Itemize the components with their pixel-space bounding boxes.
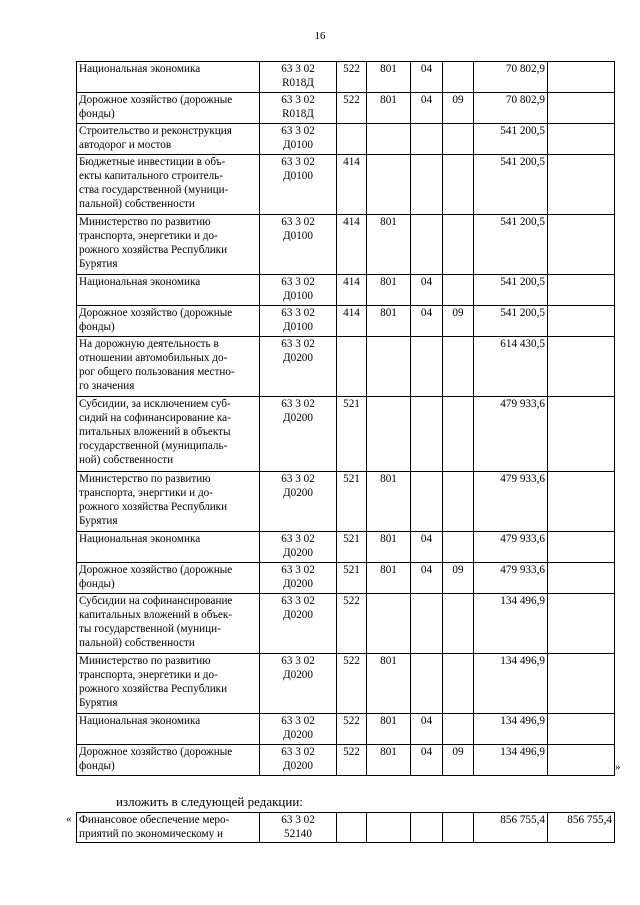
row-name: Дорожное хозяйство (дорожные фонды): [77, 93, 260, 124]
row-sum: 541 200,5: [474, 155, 548, 215]
row-rz: 04: [411, 714, 443, 745]
row-code: 63 3 02 Д0200: [260, 337, 337, 397]
row-pr: [443, 472, 474, 532]
table-row: [77, 397, 615, 472]
row-name: Дорожное хозяйство (дорожные фонды): [77, 306, 260, 337]
row-sum: 541 200,5: [474, 275, 548, 306]
row-sum: 134 496,9: [474, 654, 548, 714]
row-sum: 541 200,5: [474, 215, 548, 275]
closing-quote: »: [615, 761, 621, 773]
row-vr: 522: [337, 93, 367, 124]
row-grbs: 801: [367, 62, 411, 93]
row-vr: 522: [337, 745, 367, 776]
table-row: [77, 532, 615, 563]
row-pr: [443, 532, 474, 563]
row-name: Строительство и реконструкция автодорог и мостов: [77, 124, 260, 155]
row-pr: [443, 337, 474, 397]
row-sum: 479 933,6: [474, 532, 548, 563]
row-code: 63 3 02 52140: [260, 813, 337, 843]
table-row: [77, 337, 615, 397]
row-grbs: [367, 813, 411, 843]
row-vr: 521: [337, 563, 367, 594]
budget-table: [76, 61, 615, 776]
row-pr: [443, 155, 474, 215]
table-row: [77, 813, 615, 843]
row-rz: [411, 594, 443, 654]
intro-text: изложить в следующей редакции:: [116, 794, 303, 809]
row-sum2: 856 755,4: [548, 813, 615, 843]
row-rz: 04: [411, 532, 443, 563]
row-grbs: [367, 594, 411, 654]
row-sum2: [548, 472, 615, 532]
row-name: На дорожную деятельность в отношении автомобильных до- рог общего пользования местно- го значения: [77, 337, 260, 397]
row-pr: 09: [443, 93, 474, 124]
row-sum: 856 755,4: [474, 813, 548, 843]
table-row: [77, 563, 615, 594]
row-name: Министерство по развитию транспорта, энергетики и до- рожного хозяйства Республики Бурятия: [77, 654, 260, 714]
row-name: Бюджетные инвестиции в объ- екты капитального строитель- ства государственной (муници- пальной) собственности: [77, 155, 260, 215]
row-grbs: 801: [367, 714, 411, 745]
row-code: 63 3 02 Д0200: [260, 745, 337, 776]
row-vr: 522: [337, 714, 367, 745]
page-number: 16: [314, 30, 326, 42]
row-name: Национальная экономика: [77, 532, 260, 563]
row-rz: 04: [411, 745, 443, 776]
table-row: [77, 93, 615, 124]
row-sum: 479 933,6: [474, 472, 548, 532]
row-name: Национальная экономика: [77, 714, 260, 745]
row-vr: 522: [337, 654, 367, 714]
row-sum: 479 933,6: [474, 563, 548, 594]
row-code: 63 3 02 Д0100: [260, 155, 337, 215]
row-grbs: 801: [367, 275, 411, 306]
row-vr: [337, 813, 367, 843]
row-sum2: [548, 62, 615, 93]
row-sum2: [548, 654, 615, 714]
row-sum: 541 200,5: [474, 124, 548, 155]
row-code: 63 3 02 Д0100: [260, 275, 337, 306]
row-pr: [443, 62, 474, 93]
row-pr: [443, 594, 474, 654]
row-code: 63 3 02 Д0200: [260, 594, 337, 654]
table-row: [77, 745, 615, 776]
row-grbs: 801: [367, 654, 411, 714]
table-row: [77, 472, 615, 532]
table-row: [77, 714, 615, 745]
row-pr: [443, 654, 474, 714]
row-vr: 522: [337, 594, 367, 654]
row-sum: 541 200,5: [474, 306, 548, 337]
row-grbs: 801: [367, 745, 411, 776]
table-row: [77, 62, 615, 93]
row-rz: [411, 155, 443, 215]
row-sum2: [548, 563, 615, 594]
row-pr: [443, 813, 474, 843]
table-row: [77, 215, 615, 275]
row-name: Дорожное хозяйство (дорожные фонды): [77, 563, 260, 594]
row-sum2: [548, 124, 615, 155]
row-vr: 521: [337, 472, 367, 532]
row-vr: [337, 337, 367, 397]
row-code: 63 3 02 R018Д: [260, 93, 337, 124]
row-rz: [411, 397, 443, 472]
row-pr: [443, 397, 474, 472]
row-pr: [443, 714, 474, 745]
row-grbs: 801: [367, 215, 411, 275]
row-vr: 414: [337, 215, 367, 275]
row-grbs: [367, 397, 411, 472]
row-sum: 134 496,9: [474, 745, 548, 776]
row-name: Субсидии, за исключением суб- сидий на софинансирование ка- питальных вложений в объекты государственной (муниципаль- ной) собственности: [77, 397, 260, 472]
row-vr: [337, 124, 367, 155]
row-sum: 614 430,5: [474, 337, 548, 397]
row-sum: 134 496,9: [474, 594, 548, 654]
row-code: 63 3 02 Д0200: [260, 397, 337, 472]
row-vr: 521: [337, 397, 367, 472]
row-code: 63 3 02 Д0100: [260, 306, 337, 337]
row-name: Национальная экономика: [77, 62, 260, 93]
row-pr: [443, 124, 474, 155]
row-pr: [443, 215, 474, 275]
row-sum2: [548, 215, 615, 275]
row-code: 63 3 02 Д0100: [260, 124, 337, 155]
row-sum: 70 802,9: [474, 62, 548, 93]
row-sum2: [548, 745, 615, 776]
row-rz: [411, 813, 443, 843]
table-row: [77, 155, 615, 215]
row-name: Министерство по развитию транспорта, энергетики и до- рожного хозяйства Республики Бурятия: [77, 215, 260, 275]
table-row: [77, 594, 615, 654]
row-name: Субсидии на софинансирование капитальных вложений в объек- ты государственной (муници- пальной) собственности: [77, 594, 260, 654]
row-sum2: [548, 397, 615, 472]
row-rz: [411, 472, 443, 532]
row-vr: 414: [337, 275, 367, 306]
row-code: 63 3 02 Д0100: [260, 215, 337, 275]
table-row: [77, 654, 615, 714]
row-pr: 09: [443, 563, 474, 594]
row-rz: 04: [411, 275, 443, 306]
row-name: Финансовое обеспечение меро- приятий по экономическому и: [77, 813, 260, 843]
row-grbs: 801: [367, 532, 411, 563]
row-grbs: [367, 337, 411, 397]
row-rz: 04: [411, 563, 443, 594]
table-row: [77, 124, 615, 155]
row-sum: 134 496,9: [474, 714, 548, 745]
row-rz: [411, 337, 443, 397]
row-vr: 522: [337, 62, 367, 93]
row-rz: 04: [411, 93, 443, 124]
row-code: 63 3 02 Д0200: [260, 714, 337, 745]
row-grbs: 801: [367, 93, 411, 124]
row-code: 63 3 02 Д0200: [260, 563, 337, 594]
row-vr: 414: [337, 306, 367, 337]
row-code: 63 3 02 R018Д: [260, 62, 337, 93]
table-row: [77, 275, 615, 306]
row-sum2: [548, 275, 615, 306]
row-grbs: [367, 124, 411, 155]
row-grbs: 801: [367, 563, 411, 594]
row-sum: 70 802,9: [474, 93, 548, 124]
row-sum2: [548, 714, 615, 745]
row-sum2: [548, 594, 615, 654]
row-code: 63 3 02 Д0200: [260, 472, 337, 532]
row-name: Национальная экономика: [77, 275, 260, 306]
row-rz: 04: [411, 306, 443, 337]
row-vr: 521: [337, 532, 367, 563]
row-sum2: [548, 306, 615, 337]
table-row: [77, 306, 615, 337]
row-rz: [411, 654, 443, 714]
row-name: Дорожное хозяйство (дорожные фонды): [77, 745, 260, 776]
row-grbs: 801: [367, 472, 411, 532]
new-edition-table: [76, 812, 615, 843]
row-name: Министерство по развитию транспорта, энергтики и до- рожного хозяйства Республики Бурятия: [77, 472, 260, 532]
row-rz: 04: [411, 62, 443, 93]
row-rz: [411, 215, 443, 275]
row-sum2: [548, 337, 615, 397]
row-pr: 09: [443, 745, 474, 776]
row-sum2: [548, 532, 615, 563]
row-grbs: 801: [367, 306, 411, 337]
row-pr: 09: [443, 306, 474, 337]
row-rz: [411, 124, 443, 155]
row-grbs: [367, 155, 411, 215]
row-sum2: [548, 93, 615, 124]
row-sum2: [548, 155, 615, 215]
row-sum: 479 933,6: [474, 397, 548, 472]
row-code: 63 3 02 Д0200: [260, 654, 337, 714]
opening-quote: «: [66, 813, 72, 825]
row-pr: [443, 275, 474, 306]
row-code: 63 3 02 Д0200: [260, 532, 337, 563]
row-vr: 414: [337, 155, 367, 215]
